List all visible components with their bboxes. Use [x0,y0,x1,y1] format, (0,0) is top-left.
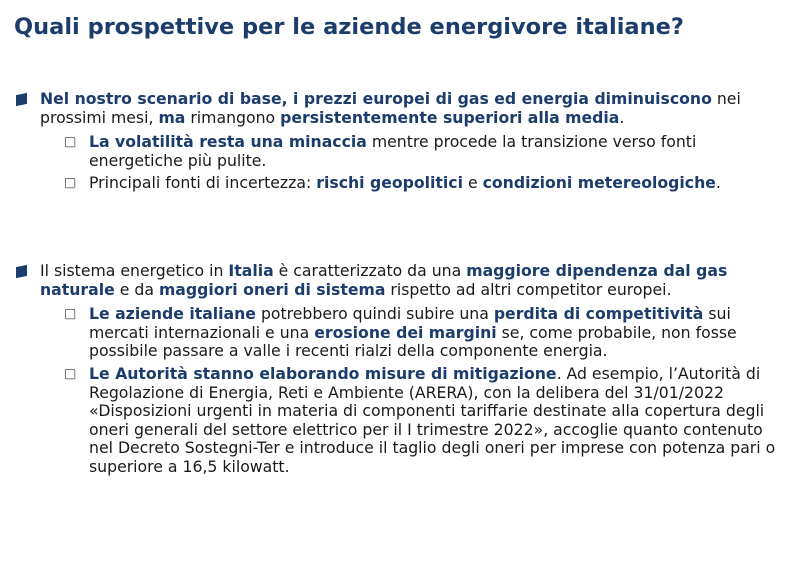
bullet-2-highlight-2: maggiore dipendenza dal gas naturale [40,261,728,299]
bullet-1-text [16,90,776,127]
sub-1-2-highlight-1: rischi geopolitici [316,173,463,193]
sub-1-1-highlight: La volatilità resta una minaccia [89,132,367,152]
sub-2-2-text: . Ad esempio, l’Autorità di Regolazione di Energia, Reti e Ambiente (ARERA), con la delibera del 31/01/2022 «Disposizioni urgenti in materia di componenti tariffarie destinate alla copertura degli oneri generali del settore elettrico per il I trimestre 2022», accoglie quanto contenuto nel Decreto Sostegni-Ter e introduce il taglio degli oneri per imprese con potenza pari o superiore a 16,5 kilowatt. [89,363,776,476]
square-bullet-icon [16,93,27,106]
bullet-2-text-1: Il sistema energetico in [40,261,229,280]
bullet-2-text-2: è caratterizzato da una [273,261,467,280]
sub-1-2-highlight-2: condizioni metereologiche [482,173,716,193]
bullet-2-highlight-1: Italia [228,261,274,280]
square-bullet-icon [16,265,27,278]
bullet-section-2 [16,262,776,477]
sub-1-2-text-3: . [715,173,721,193]
hollow-square-bullet-icon [65,178,76,189]
bullet-1-text-2: rimangono [185,107,281,127]
bullet-1-highlight-1: Nel nostro scenario di base, i prezzi europei di gas ed energia diminuiscono [40,89,712,108]
bullet-section-1 [16,90,776,193]
sub-bullet-2-1 [16,305,776,361]
hollow-square-bullet-icon [65,369,76,380]
bullet-2-text-3: e da [114,279,159,299]
sub-2-1-highlight-3: erosione dei margini [314,322,497,342]
bullet-1-highlight-2: ma [158,107,186,127]
hollow-square-bullet-icon [65,309,76,320]
bullet-1-highlight-3: persistentemente superiori alla media [280,107,620,127]
sub-2-2-highlight: Le Autorità stanno elaborando misure di mitigazione [89,363,557,383]
sub-1-2-text-2: e [462,173,483,193]
bullet-1-text-1: nei prossimi mesi, [40,89,741,127]
sub-2-1-text-3: se, come probabile, non fosse possibile passare a valle i recenti rialzi della componente energia. [89,322,737,361]
sub-2-1-text-2: sui mercati internazionali e una [89,304,731,342]
slide-title: Quali prospettive per le aziende energivore italiane? [14,14,684,40]
bullet-1-text-3: . [619,107,625,127]
sub-bullet-2-2 [16,365,776,477]
sub-1-2-text-1: Principali fonti di incertezza: [89,173,317,193]
sub-2-1-highlight-1: Le aziende italiane [89,304,256,324]
sub-bullet-1-2 [16,174,776,193]
hollow-square-bullet-icon [65,137,76,148]
sub-1-1-text: mentre procede la transizione verso fonti energetiche più pulite. [89,132,697,170]
bullet-2-text [16,262,776,299]
sub-2-1-text-1: potrebbero quindi subire una [255,304,494,324]
bullet-2-highlight-3: maggiori oneri di sistema [158,279,386,299]
sub-2-1-highlight-2: perdita di competitività [493,304,704,324]
sub-bullet-1-1 [16,133,776,170]
bullet-2-text-4: rispetto ad altri competitor europei. [385,279,672,299]
